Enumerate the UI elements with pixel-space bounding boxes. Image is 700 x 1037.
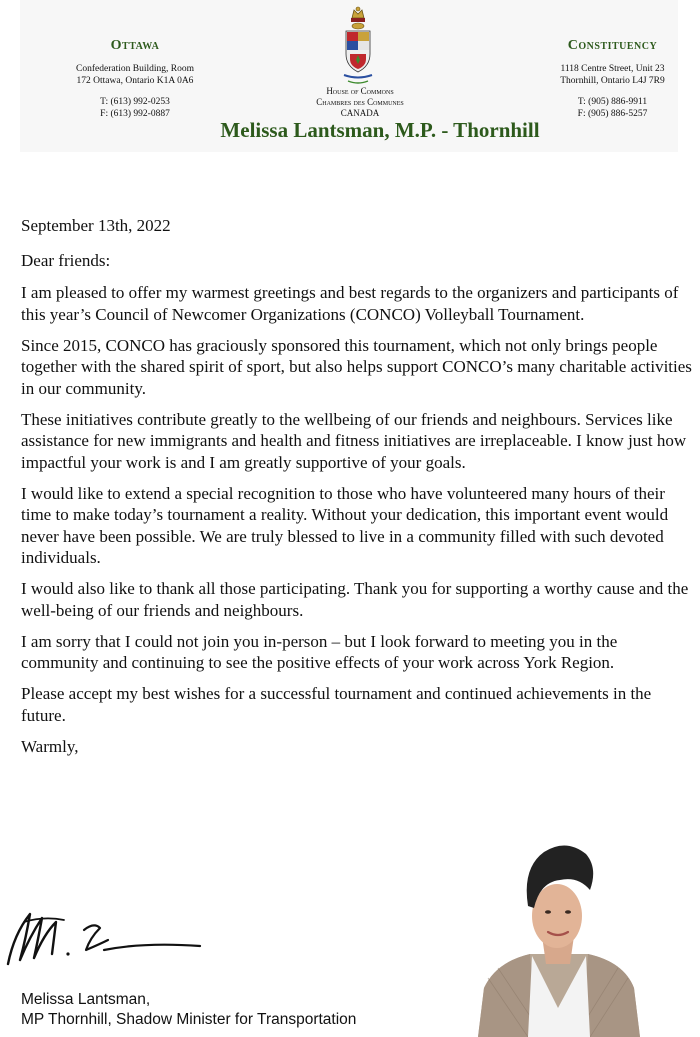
letter-paragraph: These initiatives contribute greatly to the wellbeing of our friends and neighbours. Services like assistance for new immigrants and health and fitness initiatives are irreplaceable. I know just how impactful your work is and I am greatly supportive of your goals. <box>21 409 687 472</box>
letter-paragraph: I am sorry that I could not join you in-person – but I look forward to meeting you in the community and continuing to see the positive effects of your work across York Region. <box>21 631 618 672</box>
letterhead <box>20 0 678 152</box>
ottawa-address-block <box>50 38 220 120</box>
letter-date: September 13th, 2022 <box>21 216 171 235</box>
ottawa-address-line-2: 172 Ottawa, Ontario K1A 0A6 <box>76 76 194 86</box>
constituency-title: Constituency <box>567 38 658 53</box>
house-of-commons-en: House of Commons <box>326 86 394 96</box>
constituency-address-block <box>540 38 685 120</box>
signatory-title: MP Thornhill, Shadow Minister for Transportation <box>21 1011 357 1028</box>
letter-closing: Warmly, <box>21 736 79 756</box>
letter-paragraph: I would also like to thank all those participating. Thank you for supporting a worthy cause and the well-being of our friends and neighbours. <box>21 579 689 620</box>
house-of-commons-fr: Chambres des Communes <box>316 97 404 107</box>
letter-paragraph: I would like to extend a special recognition to those who have volunteered many hours of their time to make today’s tournament a reality. Without your dedication, this important event would never have been possible. We are truly blessed to live in a community filled with such devoted individuals. <box>21 483 669 567</box>
ottawa-title: Ottawa <box>110 38 160 53</box>
constituency-address-line-1: 1118 Centre Street, Unit 23 <box>560 64 665 74</box>
signature-block <box>21 990 356 1030</box>
constituency-address-line-2: Thornhill, Ontario L4J 7R9 <box>560 76 665 86</box>
letter-paragraph: I am pleased to offer my warmest greetings and best regards to the organizers and participants of this year’s Council of Newcomer Organizations (CONCO) Volleyball Tournament. <box>21 283 679 324</box>
ottawa-fax: F: (613) 992-0887 <box>100 109 170 119</box>
letter-body <box>21 215 696 767</box>
house-of-commons-block <box>290 86 430 119</box>
country-label: CANADA <box>340 108 380 118</box>
mp-portrait-photo <box>478 838 640 1037</box>
letter-paragraph: Since 2015, CONCO has graciously sponsored this tournament, which not only brings people together with the shared spirit of sport, but also helps support CONCO’s many charitable activities in our community. <box>21 335 692 398</box>
ottawa-phone: T: (613) 992-0253 <box>100 97 170 107</box>
ottawa-address-line-1: Confederation Building, Room <box>76 64 194 74</box>
canada-coat-of-arms-icon <box>338 4 378 86</box>
mp-name-heading: Melissa Lantsman, M.P. - Thornhill <box>220 118 540 142</box>
letter-paragraph: Please accept my best wishes for a successful tournament and continued achievements in the future. <box>21 684 652 725</box>
constituency-fax: F: (905) 886-5257 <box>577 109 648 119</box>
signatory-name: Melissa Lantsman, <box>21 991 151 1008</box>
letter-greeting: Dear friends: <box>21 250 111 270</box>
constituency-phone: T: (905) 886-9911 <box>577 97 648 107</box>
handwritten-signature <box>4 904 204 970</box>
